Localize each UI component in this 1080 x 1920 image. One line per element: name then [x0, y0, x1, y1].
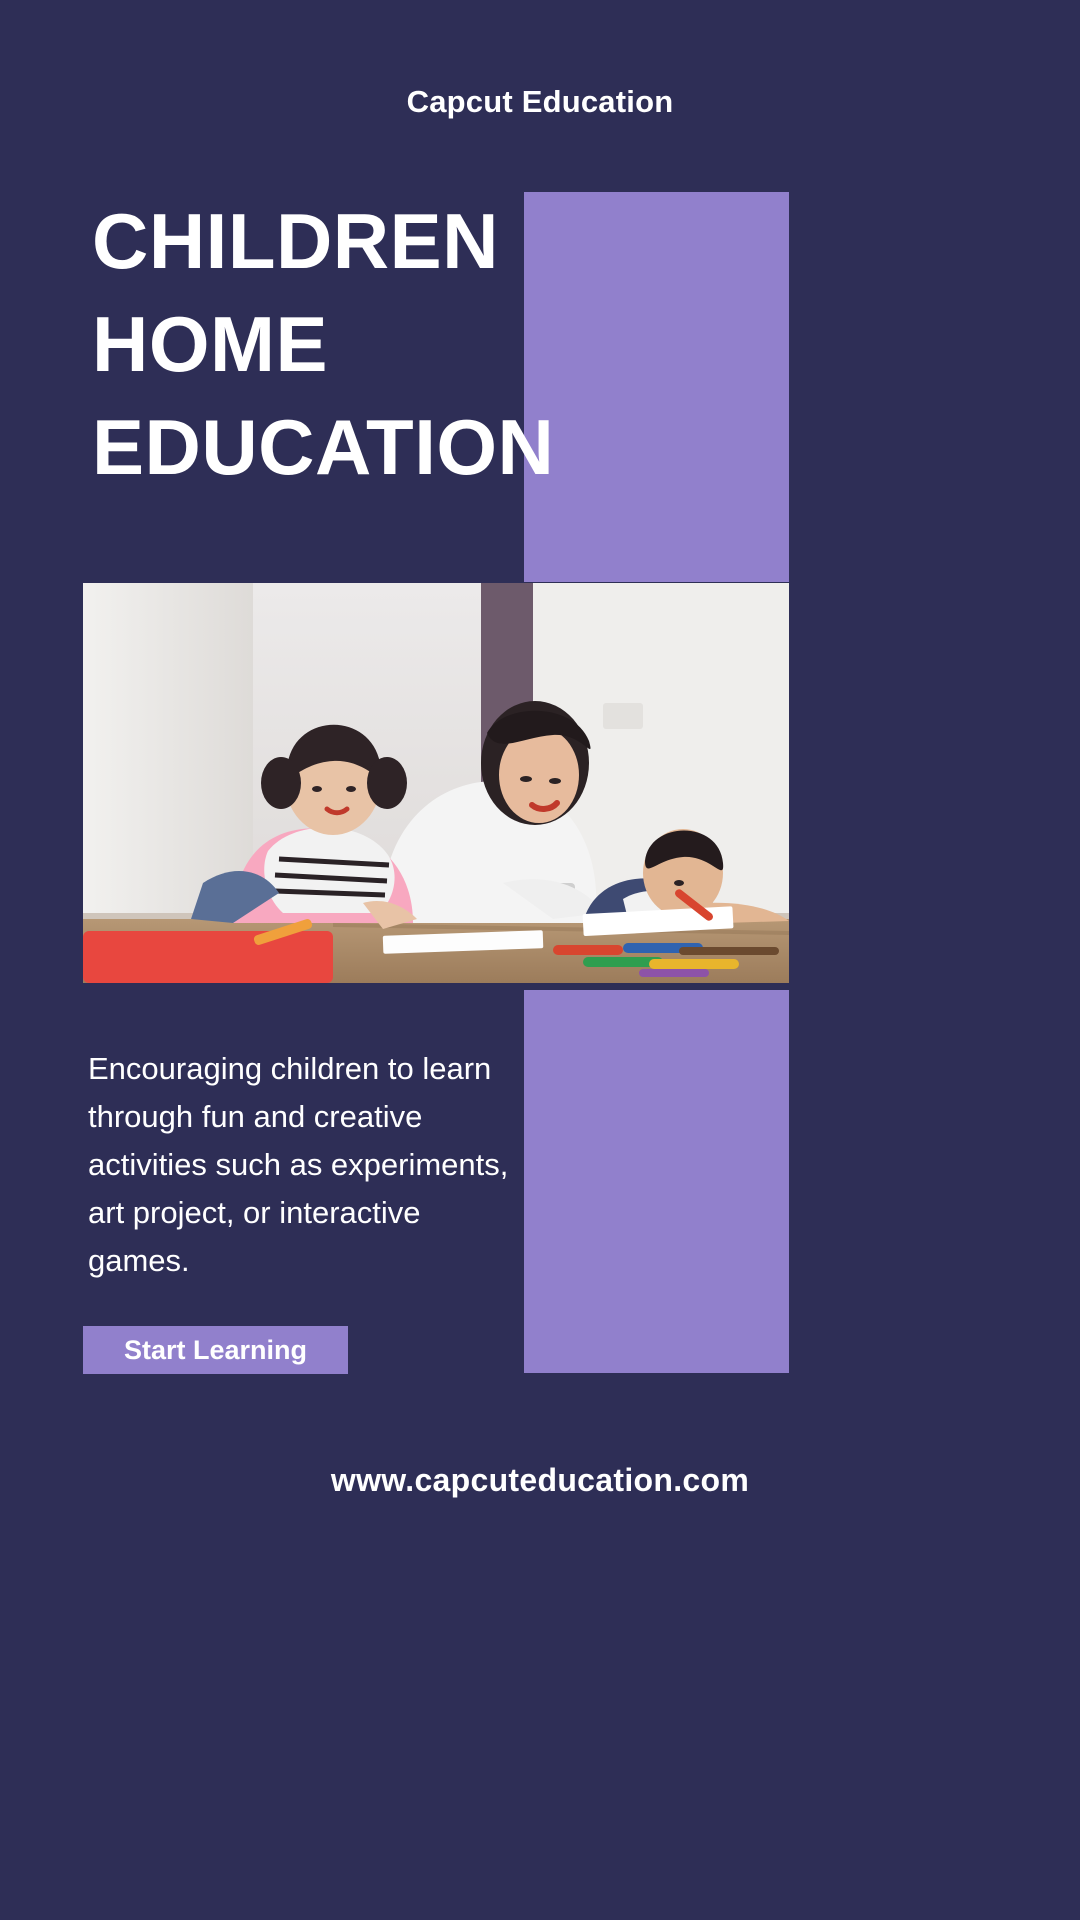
hero-photo	[83, 583, 789, 983]
headline-line-3: EDUCATION	[92, 402, 555, 491]
body-paragraph: Encouraging children to learn through fun and creative activities such as experiments, art project, or interactive games.	[88, 1051, 509, 1279]
page-title	[92, 190, 712, 499]
headline-line-1: CHILDREN	[92, 197, 499, 285]
headline-line-2: HOME	[92, 299, 328, 388]
footer-website: www.capcuteducation.com	[330, 1462, 750, 1498]
accent-block-bottom	[524, 990, 789, 1373]
brand-title: Capcut Education	[406, 84, 674, 119]
start-learning-button[interactable]: Start Learning	[83, 1326, 348, 1374]
